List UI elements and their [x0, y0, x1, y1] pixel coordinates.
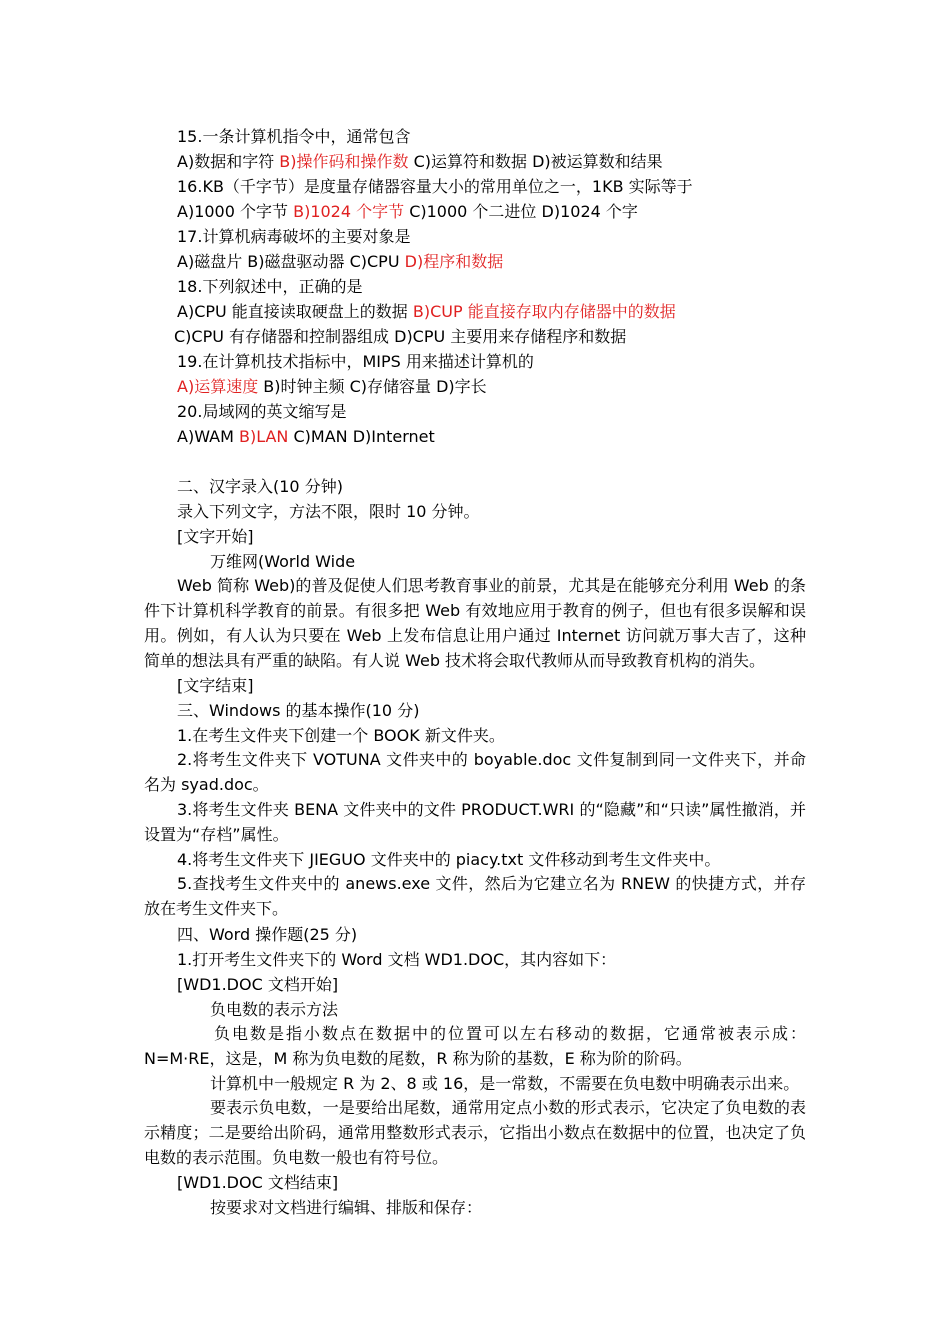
section-2-instruction: 录入下列文字，方法不限，限时 10 分钟。: [177, 502, 480, 521]
doc-paragraph-1: 负电数是指小数点在数据中的位置可以左右移动的数据，它通常被表示成：N=M·RE，这是，M 称为负电数的尾数，R 称为阶的基数，E 称为阶的阶码。: [144, 1024, 806, 1068]
option-a: A)WAM: [177, 427, 239, 446]
question-15-options: [177, 152, 663, 172]
typing-text-body: Web 简称 Web)的普及促使人们思考教育事业的前景，尤其是在能够充分利用 Web 的条件下计算机科学教育的前景。有很多把 Web 有效地应用于教育的例子，但也有很多误解和误用。例如，有人认为只要在 Web 上发布信息让用户通过 Internet 访问就万事大吉了，这种简单的想法具有严重的缺陷。有人说 Web 技术将会取代教师从而导致教育机构的消失。: [144, 576, 806, 670]
correct-answer: B)CUP 能直接存取内存储器中的数据: [412, 302, 676, 321]
word-task-item-1: 1.打开考生文件夹下的 Word 文档 WD1.DOC，其内容如下：: [177, 950, 617, 969]
correct-answer: B)操作码和操作数: [279, 152, 409, 171]
question-18-options-cd: C)CPU 有存储器和控制器组成 D)CPU 主要用来存储程序和数据: [174, 327, 627, 346]
doc-paragraph-3: 要表示负电数，一是要给出尾数，通常用定点小数的形式表示，它决定了负电数的表示精度；二是要给出阶码，通常用整数形式表示，它指出小数点在数据中的位置，也决定了负电数的表示范围。负电数一般也有符号位。: [144, 1098, 806, 1167]
option-cd: C)运算符和数据 D)被运算数和结果: [408, 152, 663, 171]
option-a: A)CPU 能直接读取硬盘上的数据: [177, 302, 413, 321]
option-a: A)1000 个字节: [177, 202, 294, 221]
task-item-3: 3.将考生文件夹 BENA 文件夹中的文件 PRODUCT.WRI 的“隐藏”和“只读”属性撤消，并设置为“存档”属性。: [144, 800, 806, 844]
section-4-heading: 四、Word 操作题(25 分): [177, 925, 358, 944]
question-19-options: [177, 377, 487, 397]
doc-requirement: 按要求对文档进行编辑、排版和保存：: [210, 1198, 483, 1217]
correct-answer: B)LAN: [238, 427, 289, 446]
option-cd: C)MAN D)Internet: [288, 427, 435, 446]
correct-answer: D)程序和数据: [404, 252, 504, 271]
doc-paragraph-2: 计算机中一般规定 R 为 2、8 或 16，是一常数，不需要在负电数中明确表示出来。: [210, 1074, 800, 1093]
option-bcd: B)时钟主频 C)存储容量 D)字长: [258, 377, 487, 396]
section-2-heading: 二、汉字录入(10 分钟): [177, 477, 343, 496]
text-end-marker: [文字结束]: [177, 676, 254, 695]
question-20-stem: 20.局域网的英文缩写是: [177, 402, 347, 421]
doc-title: 负电数的表示方法: [210, 1000, 339, 1019]
question-16-options: [177, 202, 638, 222]
task-item-2: 2.将考生文件夹下 VOTUNA 文件夹中的 boyable.doc 文件复制到同一文件夹下，并命名为 syad.doc。: [144, 750, 806, 794]
task-item-5: 5.查找考生文件夹中的 anews.exe 文件，然后为它建立名为 RNEW 的快捷方式，并存放在考生文件夹下。: [144, 874, 806, 918]
text-start-marker: [文字开始]: [177, 527, 254, 546]
correct-answer: A)运算速度: [177, 377, 259, 396]
option-cd: C)1000 个二进位 D)1024 个字: [404, 202, 638, 221]
question-15-stem: 15.一条计算机指令中，通常包含: [177, 127, 411, 146]
doc-end-marker: [WD1.DOC 文档结束]: [177, 1173, 339, 1192]
option-abc: A)磁盘片 B)磁盘驱动器 C)CPU: [177, 252, 405, 271]
question-20-options: [177, 427, 435, 447]
question-18-stem: 18.下列叙述中，正确的是: [177, 277, 363, 296]
question-16-stem: 16.KB（千字节）是度量存储器容量大小的常用单位之一，1KB 实际等于: [177, 177, 693, 196]
question-18-options-ab: [177, 302, 676, 322]
option-a: A)数据和字符: [177, 152, 280, 171]
section-3-heading: 三、Windows 的基本操作(10 分): [177, 701, 420, 720]
question-19-stem: 19.在计算机技术指标中，MIPS 用来描述计算机的: [177, 352, 534, 371]
task-item-4: 4.将考生文件夹下 JIEGUO 文件夹中的 piacy.txt 文件移动到考生文件夹中。: [177, 850, 721, 869]
doc-start-marker: [WD1.DOC 文档开始]: [177, 975, 339, 994]
typing-text-title: 万维网(World Wide: [210, 552, 356, 571]
correct-answer: B)1024 个字节: [293, 202, 405, 221]
question-17-stem: 17.计算机病毒破坏的主要对象是: [177, 227, 411, 246]
task-item-1: 1.在考生文件夹下创建一个 BOOK 新文件夹。: [177, 726, 505, 745]
question-17-options: [177, 252, 503, 272]
